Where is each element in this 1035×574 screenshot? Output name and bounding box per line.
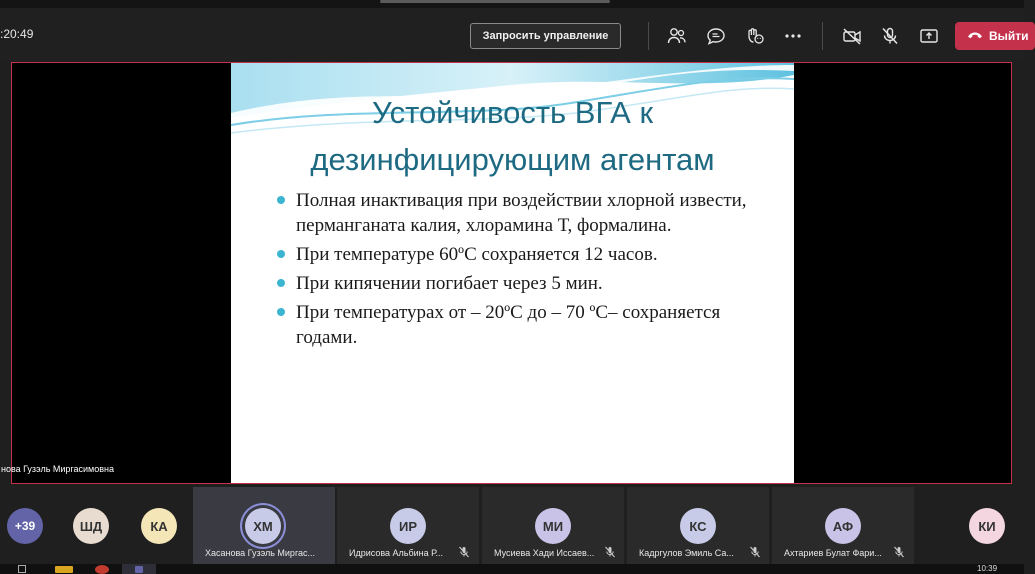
mic-muted-icon	[458, 546, 470, 558]
participant-name: Кадргулов Эмиль Са...	[639, 548, 734, 558]
bullet-dot-icon	[277, 279, 285, 287]
participant-tile[interactable]	[482, 487, 624, 564]
participant-name: Мусиева Хади Иссаев...	[494, 548, 595, 558]
participant-strip	[0, 487, 1024, 564]
camera-off-icon[interactable]	[838, 23, 866, 49]
title-bar	[0, 0, 1024, 8]
mic-off-icon[interactable]	[876, 23, 904, 49]
slide-bullet: При температуре 60ºС сохраняется 12 часов.	[277, 242, 777, 267]
participant-avatar: ХМ	[245, 508, 281, 544]
slide-title-line: Устойчивость ВГА к	[371, 95, 654, 130]
leave-button[interactable]	[955, 22, 1035, 50]
share-screen-icon[interactable]	[915, 23, 943, 49]
presenter-name-tag: нова Гузэль Миргасимовна	[1, 464, 114, 474]
browser-icon[interactable]	[95, 565, 109, 574]
shared-screen-stage	[1, 62, 1012, 484]
participant-avatar: АФ	[825, 508, 861, 544]
mic-muted-icon	[604, 546, 616, 558]
participant-name: Идрисова Альбина Р...	[349, 548, 443, 558]
participant-name: Хасанова Гузэль Миргас...	[205, 548, 316, 558]
participant-name: Ахтариев Булат Фари...	[784, 548, 882, 558]
meeting-toolbar	[0, 8, 1029, 62]
leave-label: Выйти	[989, 29, 1029, 43]
phone-hangup-icon	[967, 29, 983, 43]
bullet-dot-icon	[277, 196, 285, 204]
folder-icon[interactable]	[55, 566, 73, 573]
participant-avatar: КС	[680, 508, 716, 544]
os-taskbar	[0, 564, 1024, 574]
mic-muted-icon	[893, 546, 905, 558]
request-control-button[interactable]: Запросить управление	[470, 23, 621, 49]
participant-tile[interactable]	[193, 487, 335, 564]
participants-icon[interactable]	[663, 23, 691, 49]
more-options-icon[interactable]	[779, 23, 807, 49]
slide-title-line: дезинфицирующим агентам	[310, 142, 715, 177]
participant-avatar[interactable]: КИ	[969, 508, 1005, 544]
title-text-fragment	[380, 0, 610, 3]
slide-bullet: При кипячении погибает через 5 мин.	[277, 271, 777, 296]
presentation-slide	[231, 63, 794, 483]
slide-bullet: Полная инактивация при воздействии хлорной извести, перманганата калия, хлорамина Т, формалина.	[277, 188, 777, 238]
reactions-icon[interactable]	[741, 23, 769, 49]
participant-tile[interactable]	[337, 487, 479, 564]
slide-title	[231, 89, 794, 183]
overflow-participants-avatar[interactable]: +39	[7, 508, 43, 544]
taskbar-clock: 10:39	[977, 564, 998, 573]
taskbar-window-icon[interactable]	[18, 565, 26, 573]
participant-tile[interactable]	[772, 487, 914, 564]
toolbar-divider	[822, 22, 823, 50]
participant-avatar: ИР	[390, 508, 426, 544]
toolbar-divider	[648, 22, 649, 50]
slide-bullet-list	[277, 188, 777, 354]
meeting-timer: :20:49	[0, 27, 34, 41]
chat-icon[interactable]	[702, 23, 730, 49]
bullet-dot-icon	[277, 308, 285, 316]
participant-avatar: МИ	[535, 508, 571, 544]
mic-muted-icon	[749, 546, 761, 558]
slide-bullet: При температурах от – 20ºС до – 70 ºС– сохраняется годами.	[277, 300, 777, 350]
bullet-dot-icon	[277, 250, 285, 258]
participant-avatar[interactable]: КА	[141, 508, 177, 544]
participant-avatar[interactable]: ШД	[73, 508, 109, 544]
participant-tile[interactable]	[627, 487, 769, 564]
teams-icon	[135, 566, 143, 573]
